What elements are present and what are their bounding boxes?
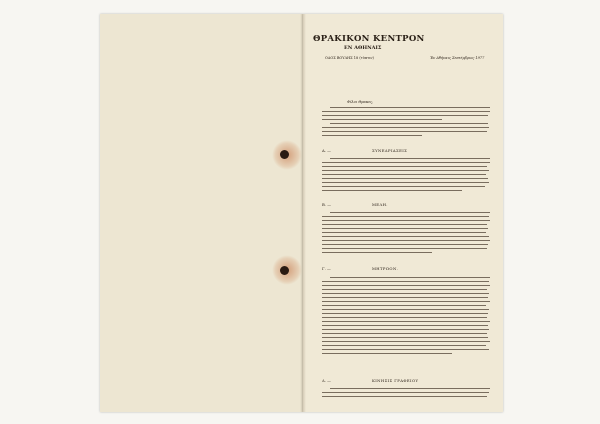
paragraph-section-d — [322, 388, 490, 400]
page-crease — [300, 14, 306, 412]
letter-salutation: Φίλοι Θρακες, — [347, 100, 374, 104]
paragraph-section-c — [322, 277, 490, 369]
section-c-label: Γ. — — [322, 266, 331, 271]
section-b-title: ΜΕΛΗ. — [372, 202, 388, 207]
document-address: ΟΔΟΣ ΒΟΥΛΗΣ 18 (τύπτιν) — [325, 56, 374, 60]
left-page — [100, 14, 303, 412]
section-d-label: Δ. — — [322, 378, 331, 383]
section-a-label: Α. — — [322, 148, 331, 153]
section-a-title: ΣΥΝΕΔΡΙΑΣΕΙΣ — [372, 148, 408, 153]
section-c-title: ΜΗΤΡΩΟΝ. — [372, 266, 399, 271]
punch-hole-upper — [280, 150, 289, 159]
section-b-heading — [322, 202, 472, 208]
paragraph-intro — [322, 107, 490, 145]
punch-hole-lower — [280, 266, 289, 275]
section-c-heading — [322, 266, 472, 272]
paragraph-section-a — [322, 158, 490, 202]
section-d-heading — [322, 378, 472, 384]
section-a-heading — [322, 148, 472, 154]
document-date: Έν Αθήναις Σεπτέμβριος 1977 — [430, 56, 485, 60]
section-b-label: Β. — — [322, 202, 332, 207]
document-title: ΘΡΑΚΙΚΟΝ ΚΕΝΤΡΟΝ — [313, 34, 425, 44]
section-d-title: ΚΙΝΗΣΙΣ ΓΡΑΦΕΙΟΥ — [372, 378, 419, 383]
paragraph-section-b — [322, 212, 490, 264]
document-subtitle: ΕΝ ΑΘΗΝΑΙΣ — [344, 45, 382, 51]
